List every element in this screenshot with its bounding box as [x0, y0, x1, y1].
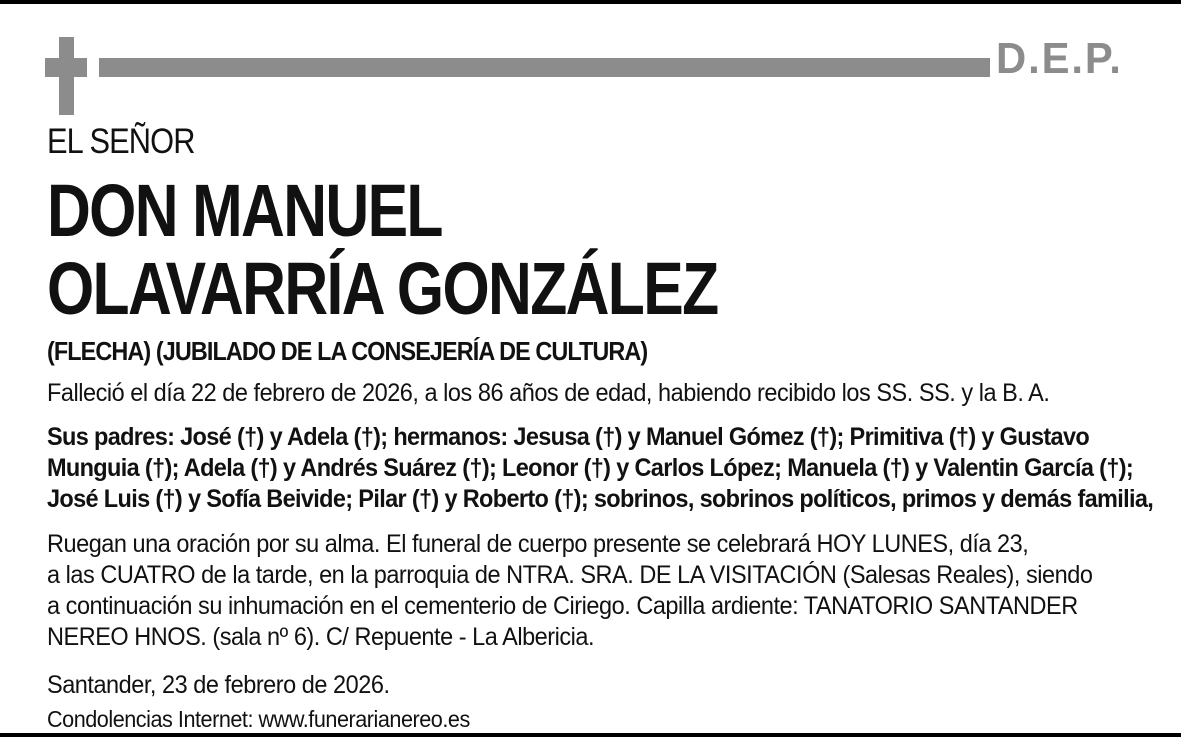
header-divider-rule	[99, 58, 990, 77]
death-announcement: Falleció el día 22 de febrero de 2026, a los 86 años de edad, habiendo recibido los SS. SS. y la B. A.	[47, 379, 1050, 407]
deceased-name-line1: DON MANUEL	[47, 169, 442, 252]
honorific: EL SEÑOR	[47, 122, 195, 161]
funeral-paragraph	[47, 529, 1093, 653]
deceased-name-line2: OLAVARRÍA GONZÁLEZ	[47, 247, 718, 330]
funeral-line: NEREO HNOS. (sala nº 6). C/ Repuente - La Albericia.	[47, 623, 595, 651]
obituary-body	[47, 122, 1154, 733]
family-line: Munguia (†); Adela (†) y Andrés Suárez (†); Leonor (†) y Carlos López; Manuela (†) y Valentin García (†);	[47, 454, 1134, 482]
funeral-line: Ruegan una oración por su alma. El funeral de cuerpo presente se celebrará HOY LUNES, día 23,	[47, 530, 1029, 558]
deceased-subtitle: (FLECHA) (JUBILADO DE LA CONSEJERÍA DE CULTURA)	[47, 336, 648, 366]
condolences-url-line: Condolencias Internet: www.funerarianereo.es	[47, 706, 470, 732]
dep-label: D.E.P.	[996, 34, 1123, 83]
family-paragraph	[47, 422, 1154, 515]
place-and-date: Santander, 23 de febrero de 2026.	[47, 671, 390, 699]
family-line: José Luis (†) y Sofía Beivide; Pilar (†) y Roberto (†); sobrinos, sobrinos políticos, primos y demás familia,	[47, 485, 1154, 513]
family-line: Sus padres: José (†) y Adela (†); hermanos: Jesusa (†) y Manuel Gómez (†); Primitiva (†) y Gustavo	[47, 423, 1090, 451]
funeral-line: a las CUATRO de la tarde, en la parroquia de NTRA. SRA. DE LA VISITACIÓN (Salesas Reales), siendo	[47, 561, 1093, 589]
cross-horizontal-bar	[45, 58, 87, 77]
funeral-line: a continuación su inhumación en el cementerio de Ciriego. Capilla ardiente: TANATORIO SANTANDER	[47, 592, 1078, 620]
obituary-header	[0, 4, 1181, 119]
deceased-name	[47, 169, 941, 330]
latin-cross-icon	[45, 37, 87, 115]
